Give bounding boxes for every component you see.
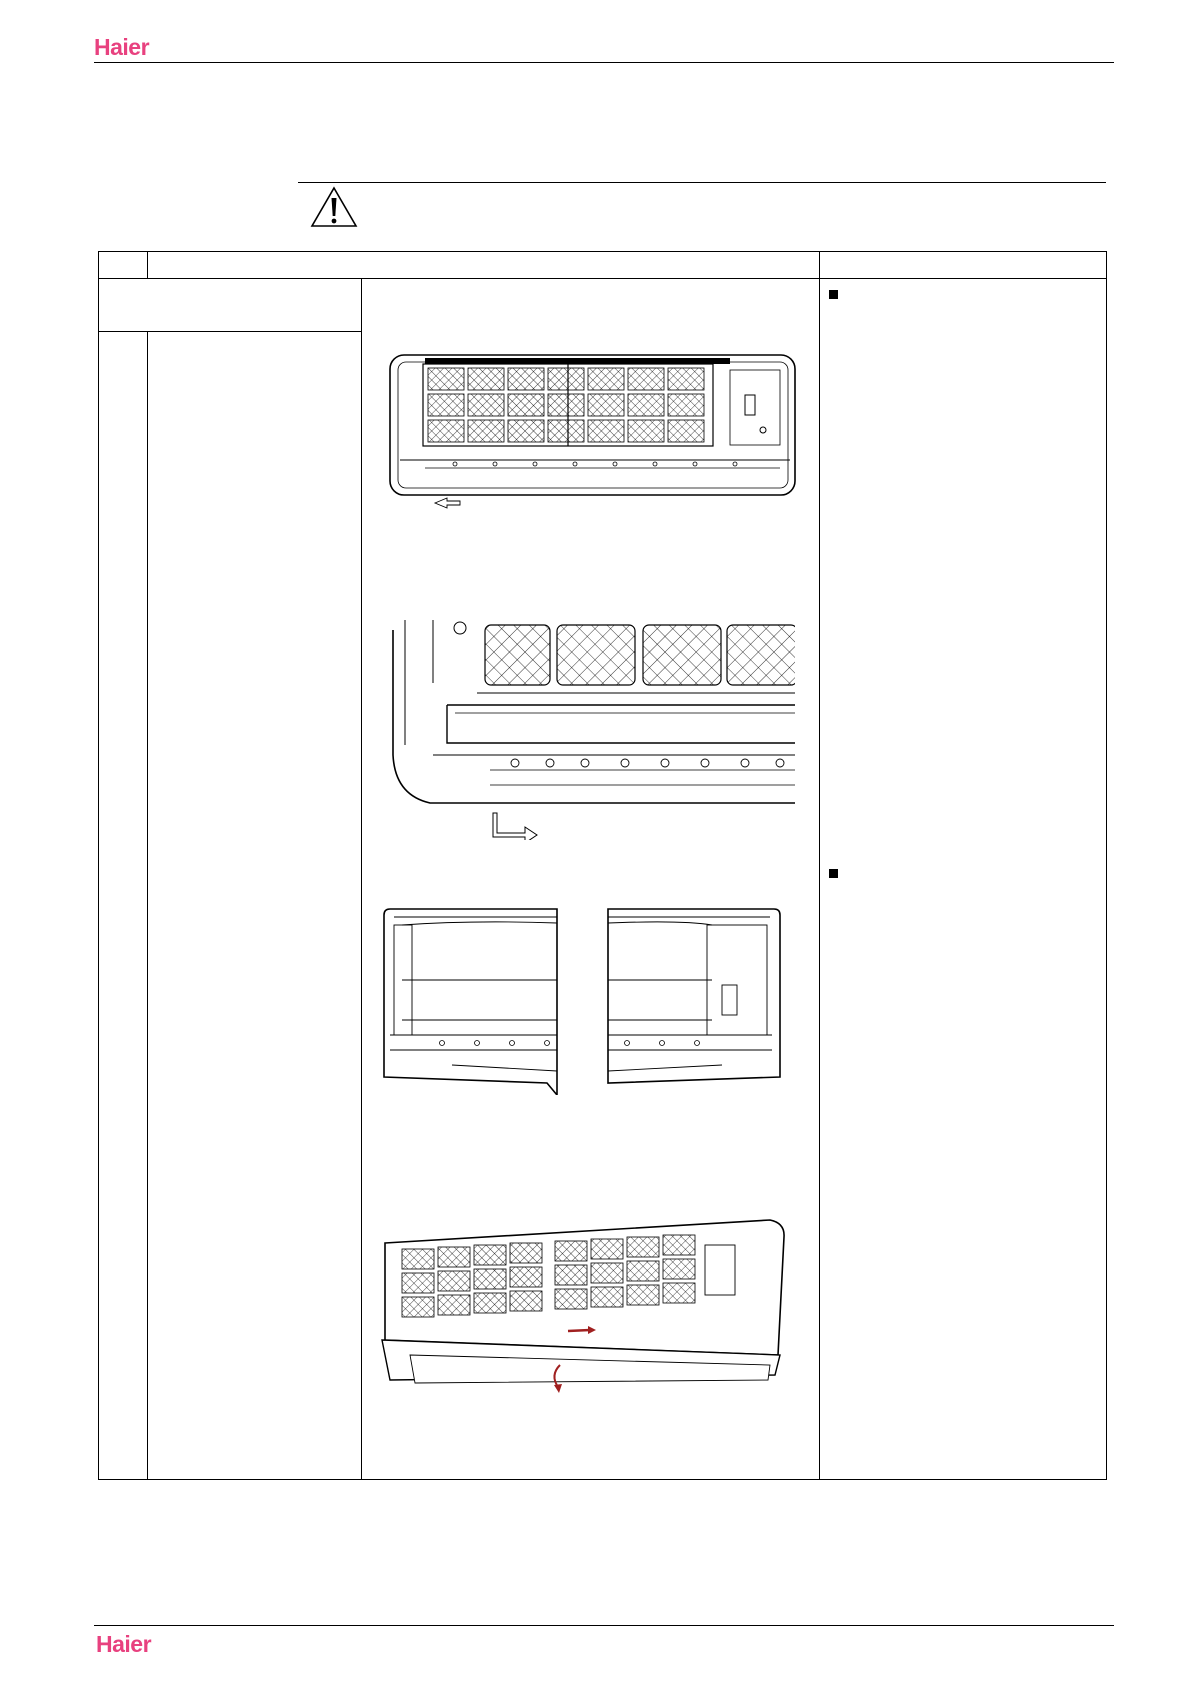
table-col-divider-1	[147, 251, 148, 279]
footer-rule	[94, 1625, 1114, 1626]
warning-triangle-icon	[310, 186, 358, 228]
table-step-divider	[98, 331, 362, 332]
figure-panel-removed	[382, 905, 782, 1095]
caution-rule	[298, 182, 1106, 183]
header-logo: Haier	[94, 34, 150, 60]
table-header-row-divider	[98, 278, 1107, 279]
figure-unit-perspective	[380, 1215, 790, 1395]
table-col-divider-1-lower	[147, 331, 148, 1480]
figure-indoor-unit-filters	[385, 350, 805, 510]
bullet-square-icon	[829, 869, 838, 878]
table-col-divider-3	[819, 251, 820, 1480]
figure-filter-closeup	[385, 605, 795, 840]
table-col-divider-2	[361, 278, 362, 1480]
footer-logo: Haier	[96, 1631, 152, 1657]
header-rule	[94, 62, 1114, 63]
bullet-square-icon	[829, 290, 838, 299]
